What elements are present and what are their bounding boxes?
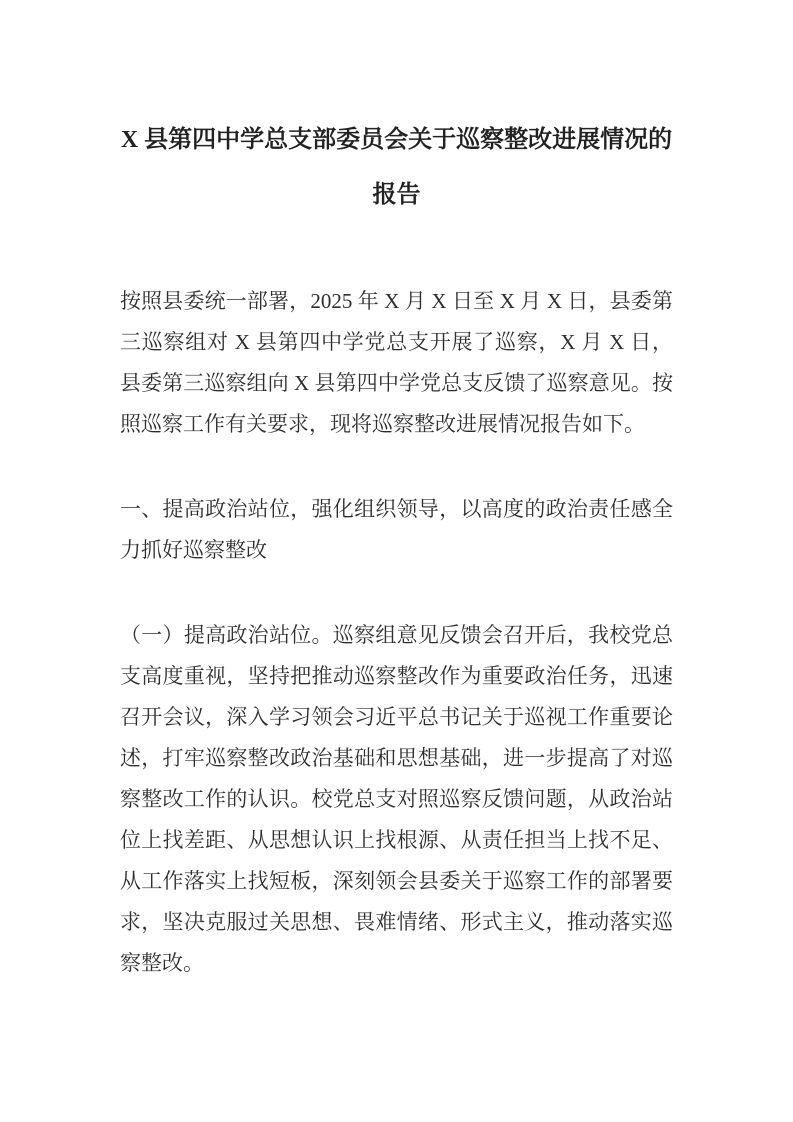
paragraph-section-1-item-1: （一）提高政治站位。巡察组意见反馈会召开后，我校党总支高度重视，坚持把推动巡察整改作为重要政治任务，迅速召开会议，深入学习领会习近平总书记关于巡视工作重要论述，打牢巡察整改政治基础和思想基础，进一步提高了对巡察整改工作的认识。校党总支对照巡察反馈问题，从政治站位上找差距、从思想认识上找根源、从责任担当上找不足、从工作落实上找短板，深刻领会县委关于巡察工作的部署要求，坚决克服过关思想、畏难情绪、形式主义，推动落实巡察整改。 (120, 623, 673, 975)
document-title: X 县第四中学总支部委员会关于巡察整改进展情况的报告 (120, 127, 673, 208)
paragraph-intro: 按照县委统一部署，2025 年 X 月 X 日至 X 月 X 日，县委第三巡察组对 X 县第四中学党总支开展了巡察，X 月 X 日，县委第三巡察组向 X 县第四中学党总支反馈了巡察意见。按照巡察工作有关要求，现将巡察整改进展情况报告如下。 (120, 289, 673, 436)
section-heading-1: 一、提高政治站位，强化组织领导，以高度的政治责任感全力抓好巡察整改 (120, 497, 673, 562)
